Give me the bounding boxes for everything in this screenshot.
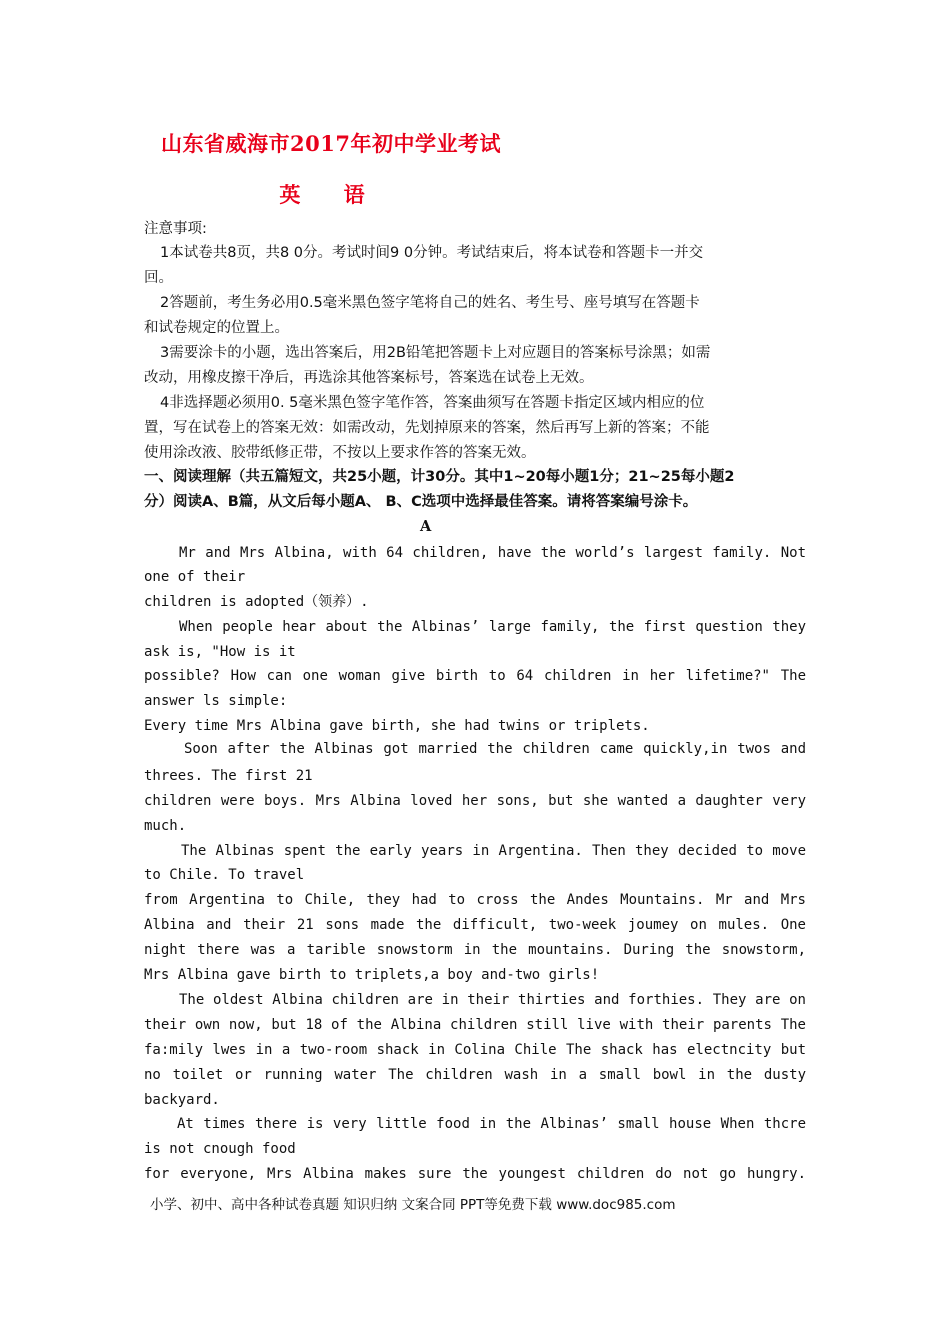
notice-line: 1本试卷共8页，共8 0分。考试时间9 0分钟。考试结束后，将本试卷和答题卡一并交 — [160, 245, 704, 261]
passage-line: threes. The first 21 — [144, 768, 313, 784]
part-label: A — [420, 518, 432, 535]
passage-line: their own now, but 18 of the Albina children still live with their parents The — [144, 1017, 806, 1033]
notice-line: 3需要涂卡的小题，选出答案后，用2B铅笔把答题卡上对应题目的答案标号涂黑；如需 — [160, 345, 711, 361]
notice-line: 置，写在试卷上的答案无效：如需改动，先划掉原来的答案，然后再写上新的答案；不能 — [144, 420, 710, 436]
notice-line: 改动，用橡皮擦干净后，再选涂其他答案标号，答案选在试卷上无效。 — [144, 370, 594, 386]
passage-line: backyard. — [144, 1092, 220, 1108]
passage-line: answer ls simple: — [144, 693, 288, 709]
notice-line: 和试卷规定的位置上。 — [144, 320, 289, 336]
passage-line: children were boys. Mrs Albina loved her sons, but she wanted a daughter very — [144, 793, 806, 809]
passage-line: is not cnough food — [144, 1141, 296, 1157]
exam-title: 山东省威海市2017年初中学业考试 — [161, 131, 501, 156]
passage-line: to Chile. To travel — [144, 867, 305, 883]
passage-line: one of their — [144, 569, 246, 585]
footer-watermark: 小学、初中、高中各种试卷真题 知识归纳 文案合同 PPT等免费下载 www.doc985.com — [150, 1197, 676, 1213]
passage-line: no toilet or running water The children wash in a small bowl in the dusty — [144, 1067, 806, 1083]
passage-line: The oldest Albina children are in their thirties and forthies. They are on — [179, 992, 806, 1008]
passage-line: possible? How can one woman give birth to 64 children in her lifetime?" The — [144, 668, 806, 684]
passage-line: night there was a tarible snowstorm in the mountains. During the snowstorm, — [144, 942, 806, 958]
passage-line: The Albinas spent the early years in Argentina. Then they decided to move — [181, 843, 806, 859]
passage-line: Mr and Mrs Albina, with 64 children, have the world’s largest family. Not — [179, 545, 806, 561]
notice-line: 回。 — [144, 270, 173, 286]
notice-line: 4非选择题必须用0. 5毫米黑色签字笔作答，答案曲须写在答题卡指定区域内相应的位 — [160, 395, 705, 411]
notice-line: 使用涂改液、胶带纸修正带，不按以上要求作答的答案无效。 — [144, 445, 536, 461]
passage-line: At times there is very little food in the Albinas’ small house When thcre — [177, 1116, 806, 1132]
notice-line: 2答题前，考生务必用0.5毫米黑色签字笔将自己的姓名、考生号、座号填写在答题卡 — [160, 295, 700, 311]
passage-line: Albina and their 21 sons made the difficult, two-week joumey on mules. One — [144, 917, 806, 933]
section-heading: 分）阅读A、B篇，从文后每小题A、 B、C选项中选择最佳答案。请将答案编号涂卡。 — [144, 494, 698, 510]
passage-line: Mrs Albina gave birth to triplets,a boy and-two girls! — [144, 967, 600, 983]
passage-line: When people hear about the Albinas’ large family, the first question they — [179, 619, 806, 635]
notice-heading: 注意事项: — [144, 221, 207, 237]
passage-line: ask is, "How is it — [144, 644, 296, 660]
subject-title: 英 语 — [279, 182, 383, 207]
passage-line: for everyone, Mrs Albina makes sure the youngest children do not go hungry. — [144, 1166, 806, 1182]
passage-line: fa:mily lwes in a two-room shack in Colina Chile The shack has electncity but — [144, 1042, 806, 1058]
passage-line: children is adopted（领养）. — [144, 594, 369, 610]
passage-line: much. — [144, 818, 187, 834]
passage-line: from Argentina to Chile, they had to cross the Andes Mountains. Mr and Mrs — [144, 892, 806, 908]
passage-line: Every time Mrs Albina gave birth, she had twins or triplets. — [144, 718, 650, 734]
section-heading: 一、阅读理解（共五篇短文，共25小题，计30分。其中1~20每小题1分；21~25每小题2 — [144, 469, 735, 485]
passage-line: Soon after the Albinas got married the children came quickly,in twos and — [184, 741, 806, 757]
